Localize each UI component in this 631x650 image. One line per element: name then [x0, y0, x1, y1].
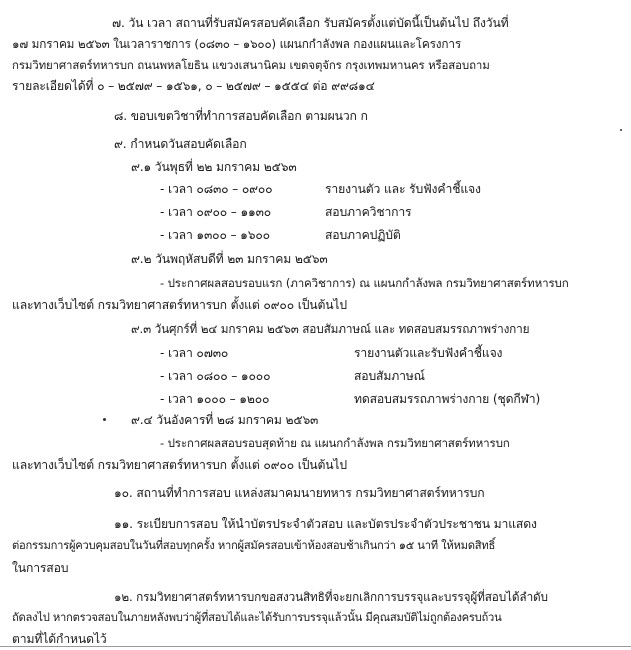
section-12-line-2: ถัดลงไป หากตรวจสอบในภายหลังพบว่าผู้ที่สอบได้และได้รับการบรรจุแล้วนั้น มีคุณสมบัติไม่ถูกต้องครบถ้วน	[12, 611, 502, 624]
schedule-9-3-desc-1: รายงานตัวและรับฟังคำชี้แจง	[354, 346, 503, 360]
schedule-9-1-time-2: - เวลา ๐๙๐๐ – ๑๑๓๐	[160, 205, 272, 219]
section-11-line-1: ๑๑. ระเบียบการสอบ ให้นำบัตรประจำตัวสอบ และบัตรประจำตัวประชาชน มาแสดง	[114, 517, 537, 531]
section-12-line-1: ๑๒. กรมวิทยาศาสตร์ทหารบกขอสงวนสิทธิที่จะยกเลิกการบรรจุและบรรจุผู้ที่สอบได้ลำดับ	[114, 590, 548, 604]
section-7-line-2: ๑๗ มกราคม ๒๕๖๓ ในเวลาราชการ (๐๘๓๐ – ๑๖๐๐) แผนกกำลังพล กองแผนและโครงการ	[12, 37, 462, 51]
schedule-9-4-title: ๙.๔ วันอังคารที่ ๒๘ มกราคม ๒๕๖๓	[131, 413, 319, 427]
section-12-line-3: ตามที่ได้กำหนดไว้	[12, 632, 107, 646]
section-11-line-2: ต่อกรรมการผู้ควบคุมสอบในวันที่สอบทุกครั้ง หากผู้สมัครสอบเข้าห้องสอบช้าเกินกว่า ๑๕ นาที ให้หมดสิทธิ์	[12, 539, 496, 552]
schedule-9-3-time-2: - เวลา ๐๘๐๐ – ๑๐๐๐	[160, 369, 271, 383]
schedule-9-2-line-2: และทางเว็บไซต์ กรมวิทยาศาสตร์ทหารบก ตั้งแต่ ๐๙๐๐ เป็นต้นไป	[12, 298, 348, 312]
schedule-9-1-desc-2: สอบภาควิชาการ	[325, 205, 412, 219]
section-7-line-4: รายละเอียดได้ที่ ๐ – ๒๕๗๙ – ๑๕๖๑, ๐ – ๒๕๗๙ – ๑๕๕๔ ต่อ ๙๙๘๑๔	[12, 79, 375, 93]
schedule-9-4-line-2: และทางเว็บไซต์ กรมวิทยาศาสตร์ทหารบก ตั้งแต่ ๐๙๐๐ เป็นต้นไป	[12, 458, 348, 472]
schedule-9-2-line-1: - ประกาศผลสอบรอบแรก (ภาควิชาการ) ณ แผนกกำลังพล กรมวิทยาศาสตร์ทหารบก	[160, 276, 569, 290]
speck	[620, 129, 622, 131]
schedule-9-1-desc-1: รายงานตัว และ รับฟังคำชี้แจง	[325, 182, 481, 196]
schedule-9-3-desc-3: ทดสอบสมรรถภาพร่างกาย (ชุดกีฬา)	[354, 392, 541, 406]
section-7-line-3: กรมวิทยาศาสตร์ทหารบก ถนนพหลโยธิน แขวงเสนานิคม เขตจตุจักร กรุงเทพมหานคร หรือสอบถาม	[12, 58, 490, 72]
schedule-9-1-time-3: - เวลา ๑๓๐๐ – ๑๖๐๐	[160, 228, 270, 242]
section-10: ๑๐. สถานที่ทำการสอบ แหล่งสมาคมนายทหาร กรมวิทยาศาสตร์ทหารบก	[114, 486, 485, 500]
section-9-title: ๙. กำหนดวันสอบคัดเลือก	[114, 137, 247, 151]
schedule-9-3-desc-2: สอบสัมภาษณ์	[354, 369, 425, 383]
schedule-9-3-time-3: - เวลา ๑๐๐๐ – ๑๒๐๐	[160, 392, 270, 406]
schedule-9-3-title: ๙.๓ วันศุกร์ที่ ๒๔ มกราคม ๒๕๖๓ สอบสัมภาษณ์ และ ทดสอบสมรรถภาพร่างกาย	[131, 322, 530, 336]
bullet-dot	[103, 418, 106, 421]
section-7-line-1: ๗. วัน เวลา สถานที่รับสมัครสอบคัดเลือก รับสมัครตั้งแต่บัดนี้เป็นต้นไป ถึงวันที่	[112, 16, 509, 30]
page-bottom-rule	[0, 646, 631, 647]
schedule-9-2-title: ๙.๒ วันพฤหัสบดีที่ ๒๓ มกราคม ๒๕๖๓	[131, 252, 328, 266]
section-11-line-3: ในการสอบ	[12, 561, 69, 575]
schedule-9-1-time-1: - เวลา ๐๘๓๐ – ๐๙๐๐	[160, 182, 273, 196]
schedule-9-4-line-1: - ประกาศผลสอบรอบสุดท้าย ณ แผนกกำลังพล กรมวิทยาศาสตร์ทหารบก	[160, 436, 510, 450]
schedule-9-3-time-1: - เวลา ๐๗๓๐	[160, 346, 229, 360]
section-8: ๘. ขอบเขตวิชาที่ทำการสอบคัดเลือก ตามผนวก ก	[114, 109, 368, 123]
schedule-9-1-title: ๙.๑ วันพุธที่ ๒๒ มกราคม ๒๕๖๓	[131, 160, 297, 174]
schedule-9-1-desc-3: สอบภาคปฏิบัติ	[325, 228, 401, 242]
